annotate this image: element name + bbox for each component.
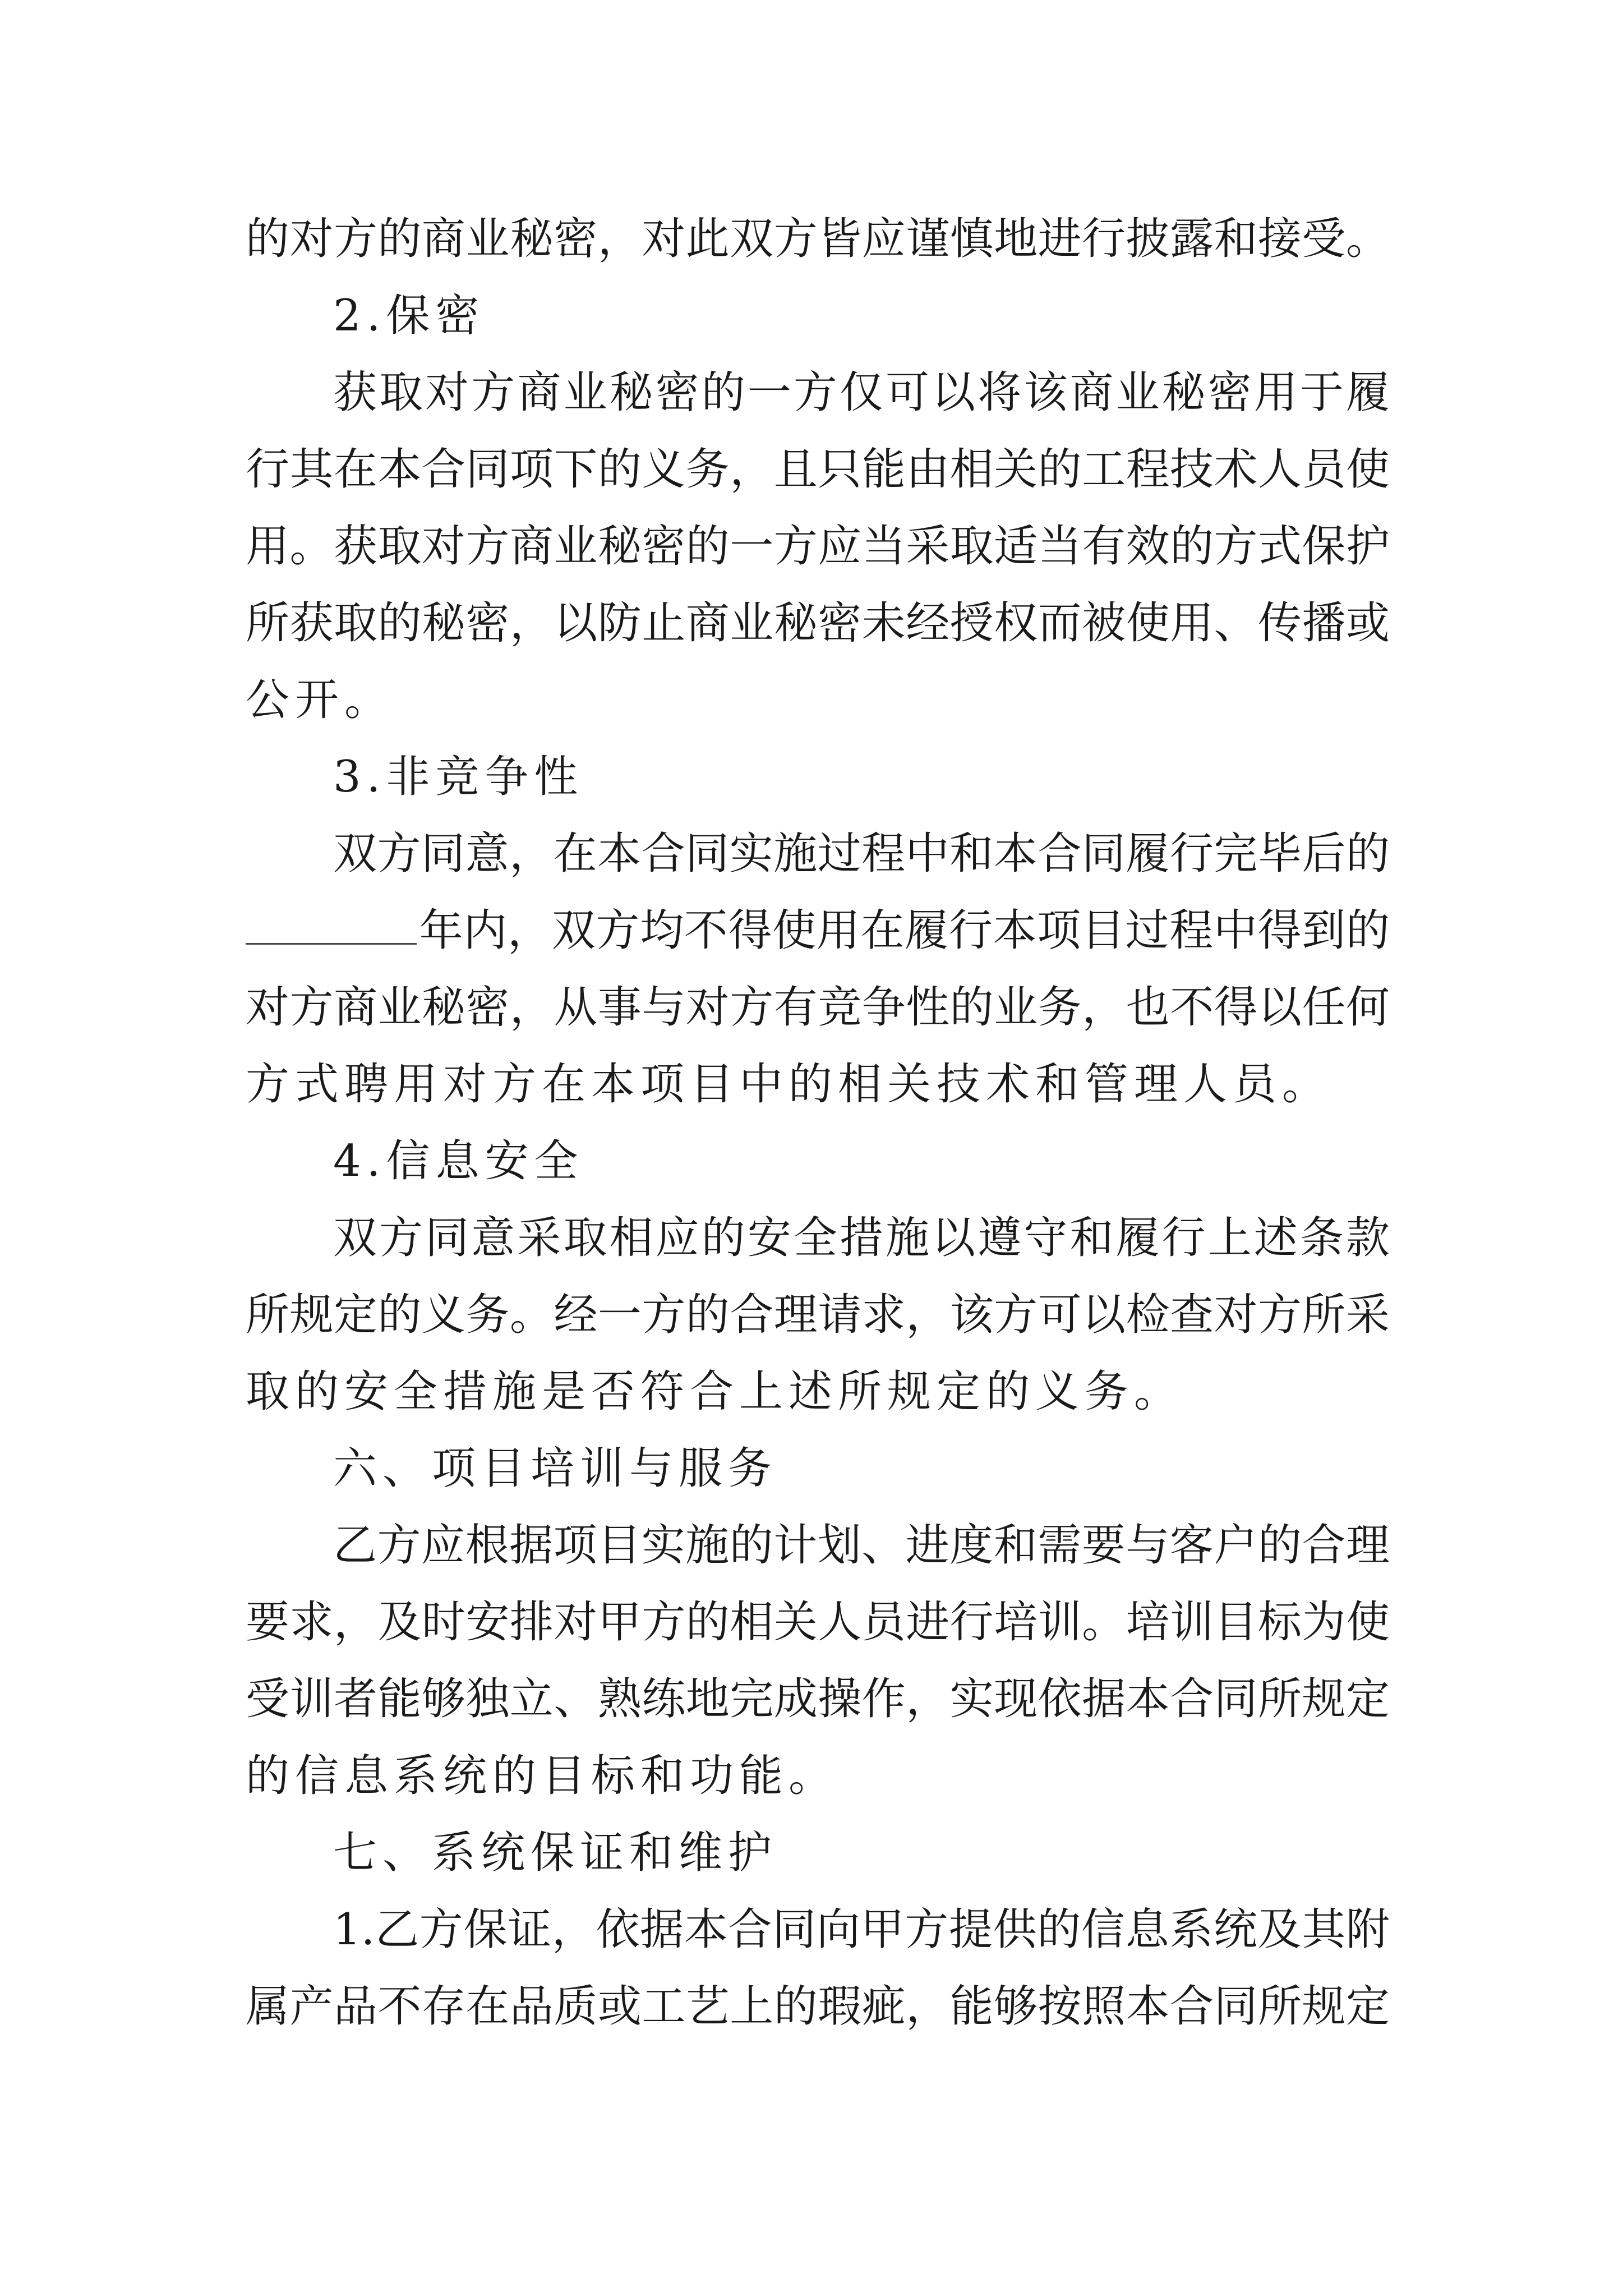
text-line [246,1892,1390,1968]
line-text: 取的安全措施是否符合上述所规定的义务。 [246,1366,1184,1417]
text-line [246,1738,1390,1815]
text-line [246,1430,1390,1507]
text-line [246,1354,1390,1430]
line-text: 六、项目培训与服务 [333,1443,778,1494]
text-line [246,1277,1390,1354]
text-line [246,278,1390,355]
text-line [246,739,1390,816]
text-line [246,1815,1390,1892]
line-text: 行其在本合同项下的义务，且只能由相关的工程技术人员使 [246,444,1390,495]
line-text: 3.非竞争性 [333,752,584,802]
text-line [246,355,1390,431]
line-text: 双方同意采取相应的安全措施以遵守和履行上述条款 [333,1213,1390,1263]
text-line [246,1046,1390,1123]
line-text: 属产品不存在品质或工艺上的瑕疵，能够按照本合同所规定 [246,1981,1390,2032]
text-line [246,508,1390,585]
document-body [246,201,1390,2045]
text-line [246,969,1390,1046]
line-text: 所获取的秘密，以防止商业秘密未经授权而被使用、传播或 [246,598,1390,648]
text-line [246,1123,1390,1200]
line-text: 方式聘用对方在本项目中的相关技术和管理人员。 [246,1059,1332,1110]
line-text: 获取对方商业秘密的一方仅可以将该商业秘密用于履 [333,367,1390,418]
text-line [246,1661,1390,1738]
text-line [246,662,1390,739]
text-line [246,816,1390,892]
line-text: 要求，及时安排对甲方的相关人员进行培训。培训目标为使 [246,1597,1390,1648]
line-text: 的信息系统的目标和功能。 [246,1751,838,1801]
fill-in-blank [246,892,417,945]
line-text: 年内，双方均不得使用在履行本项目过程中得到的 [419,905,1390,956]
line-text: 七、系统保证和维护 [333,1828,778,1878]
text-line [246,201,1390,278]
line-text: 用。获取对方商业秘密的一方应当采取适当有效的方式保护 [246,521,1390,572]
text-line [246,1584,1390,1661]
line-text: 4.信息安全 [333,1136,584,1186]
line-text: 所规定的义务。经一方的合理请求，该方可以检查对方所采 [246,1290,1390,1340]
line-text: 双方同意，在本合同实施过程中和本合同履行完毕后的 [333,829,1390,879]
text-line [246,431,1390,508]
text-line [246,585,1390,662]
text-line [246,1507,1390,1584]
line-text: 1.乙方保证，依据本合同向甲方提供的信息系统及其附 [333,1904,1390,1955]
text-line [246,1968,1390,2045]
line-text: 2.保密 [333,291,485,341]
line-text: 的对方的商业秘密，对此双方皆应谨慎地进行披露和接受。 [246,214,1390,264]
line-text: 对方商业秘密，从事与对方有竞争性的业务，也不得以任何 [246,982,1390,1033]
line-text: 受训者能够独立、熟练地完成操作，实现依据本合同所规定 [246,1674,1390,1724]
line-text: 公开。 [246,675,394,725]
text-line [246,1200,1390,1277]
line-text: 乙方应根据项目实施的计划、进度和需要与客户的合理 [333,1520,1390,1571]
text-line [246,892,1390,969]
